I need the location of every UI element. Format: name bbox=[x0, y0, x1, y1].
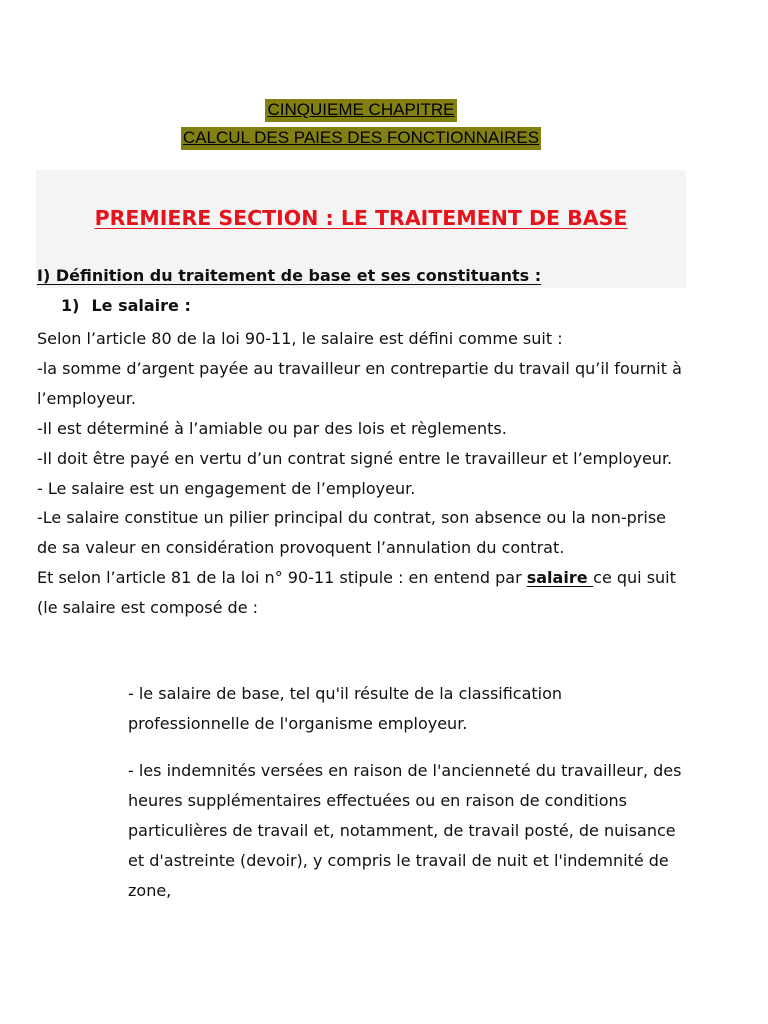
paragraph-article-80: Selon l’article 80 de la loi 90-11, le salaire est défini comme suit : bbox=[37, 329, 563, 348]
paragraph-pillar: -Le salaire constitue un pilier principal du contrat, son absence ou la non-prise de sa valeur en considération provoquent l’annulation du contrat. bbox=[37, 508, 666, 558]
section-title: PREMIERE SECTION : LE TRAITEMENT DE BASE bbox=[94, 206, 628, 230]
article-81-text-after: ce qui suit (le salaire est composé de : bbox=[37, 568, 676, 618]
paragraph-contract: -Il doit être payé en vertu d’un contrat signé entre le travailleur et l’employeur. bbox=[37, 448, 673, 468]
paragraph-engagement: - Le salaire est un engagement de l’employeur. bbox=[37, 478, 416, 498]
chapter-title: CALCUL DES PAIES DES FONCTIONNAIRES bbox=[181, 127, 541, 150]
sub-heading-salaire bbox=[61, 296, 191, 315]
paragraph-definition: -la somme d’argent payée au travailleur en contrepartie du travail qu’il fournit à l’employeur. bbox=[37, 358, 682, 408]
list-item bbox=[128, 756, 688, 906]
list-item-indemnites: - les indemnités versées en raison de l'ancienneté du travailleur, des heures supplémentaires effectuées ou en raison de conditions particulières de travail et, notamment, de travail posté, de nuisance et d'astreinte (devoir), y compris le travail de nuit et l'indemnité de zone, bbox=[128, 761, 682, 900]
chapter-heading bbox=[0, 96, 722, 152]
article-81-text-before: Et selon l’article 81 de la loi n° 90-11 stipule : en entend par bbox=[37, 568, 527, 588]
sub-heading-label: Le salaire : bbox=[91, 296, 191, 315]
list-item-salaire-base: - le salaire de base, tel qu'il résulte de la classification professionnelle de l'organisme employeur. bbox=[128, 684, 563, 733]
sub-heading-number: 1) bbox=[61, 296, 80, 315]
body-text bbox=[37, 324, 687, 623]
salaire-keyword: salaire bbox=[526, 568, 594, 588]
paragraph-article-81 bbox=[37, 563, 687, 623]
paragraph-determination: -Il est déterminé à l’amiable ou par des lois et règlements. bbox=[37, 418, 507, 438]
definition-heading: I) Définition du traitement de base et ses constituants : bbox=[37, 266, 542, 285]
list-item bbox=[128, 679, 688, 739]
chapter-number: CINQUIEME CHAPITRE bbox=[265, 99, 456, 122]
